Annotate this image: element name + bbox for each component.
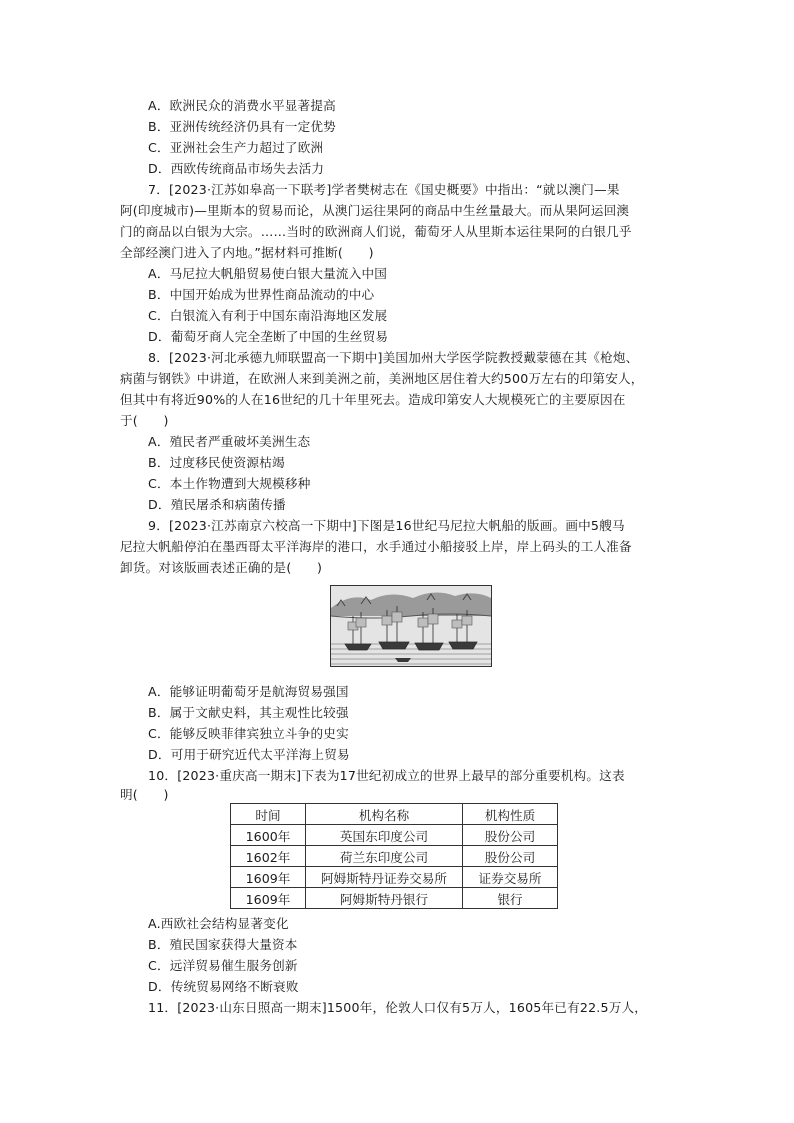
galleon-engraving-image <box>330 585 492 667</box>
table-cell: 英国东印度公司 <box>306 825 463 846</box>
table-header-cell: 机构名称 <box>306 804 463 825</box>
q9-option-a: A．能够证明葡萄牙是航海贸易强国 <box>148 684 349 699</box>
q10-option-b: B．殖民国家获得大量资本 <box>148 937 298 952</box>
q6-option-b: B．亚洲传统经济仍具有一定优势 <box>148 119 336 134</box>
table-cell: 股份公司 <box>463 846 558 867</box>
table-row <box>231 867 558 888</box>
table-cell: 证券交易所 <box>463 867 558 888</box>
q8-stem-line-4: 于( ) <box>120 413 169 428</box>
q8-option-b: B．过度移民使资源枯竭 <box>148 455 285 470</box>
q9-option-c: C．能够反映菲律宾独立斗争的史实 <box>148 726 349 741</box>
q10-stem-line-2: 明( ) <box>120 787 169 802</box>
q7-option-d: D．葡萄牙商人完全垄断了中国的生丝贸易 <box>148 329 389 344</box>
table-header-row <box>231 804 558 825</box>
q6-option-d: D．西欧传统商品市场失去活力 <box>148 161 325 176</box>
q9-option-b: B．属于文献史料，其主观性比较强 <box>148 705 349 720</box>
table-cell: 1609年 <box>231 867 306 888</box>
table-header-cell: 时间 <box>231 804 306 825</box>
q7-stem-line-1: 7．[2023·江苏如皋高一下联考]学者樊树志在《国史概要》中指出：“就以澳门—果 <box>148 182 620 197</box>
q7-option-a: A．马尼拉大帆船贸易使白银大量流入中国 <box>148 266 388 281</box>
table-cell: 股份公司 <box>463 825 558 846</box>
institutions-table <box>230 803 558 909</box>
q7-stem-line-4: 全部经澳门进入了内地。”据材料可推断( ) <box>120 245 374 260</box>
q7-stem-line-3: 门的商品以白银为大宗。……当时的欧洲商人们说，葡萄牙人从里斯本运往果阿的白银几乎 <box>120 224 632 239</box>
table-row <box>231 846 558 867</box>
q11-stem-line-1: 11．[2023·山东日照高一期末]1500年，伦敦人口仅有5万人，1605年已有22.5万人， <box>148 1000 648 1015</box>
q8-option-c: C．本土作物遭到大规模移种 <box>148 476 311 491</box>
table-row <box>231 825 558 846</box>
table-cell: 阿姆斯特丹证券交易所 <box>306 867 463 888</box>
q10-option-a: A.西欧社会结构显著变化 <box>148 916 289 931</box>
q7-stem-line-2: 阿(印度城市)—里斯本的贸易而论，从澳门运往果阿的商品中生丝量最大。而从果阿运回澳 <box>120 203 630 218</box>
table-row <box>231 888 558 909</box>
q8-option-d: D．殖民屠杀和病菌传播 <box>148 497 286 512</box>
q9-option-d: D．可用于研究近代太平洋海上贸易 <box>148 747 350 762</box>
galleon-engraving-illustration <box>331 586 491 666</box>
table-cell: 1609年 <box>231 888 306 909</box>
q10-stem-line-1: 10．[2023·重庆高一期末]下表为17世纪初成立的世界上最早的部分重要机构。这表 <box>148 768 625 783</box>
table-cell: 银行 <box>463 888 558 909</box>
q8-stem-line-1: 8．[2023·河北承德九师联盟高一下期中]美国加州大学医学院教授戴蒙德在其《枪炮、 <box>148 350 639 365</box>
q8-stem-line-3: 但其中有将近90%的人在16世纪的几十年里死去。造成印第安人大规模死亡的主要原因在 <box>120 392 626 407</box>
q8-option-a: A．殖民者严重破坏美洲生态 <box>148 434 311 449</box>
table-cell: 1602年 <box>231 846 306 867</box>
q7-option-b: B．中国开始成为世界性商品流动的中心 <box>148 287 375 302</box>
q10-option-d: D．传统贸易网络不断衰败 <box>148 979 299 994</box>
q10-option-c: C．远洋贸易催生服务创新 <box>148 958 298 973</box>
table-cell: 荷兰东印度公司 <box>306 846 463 867</box>
q9-stem-line-3: 卸货。对该版画表述正确的是( ) <box>120 560 323 575</box>
table-cell: 阿姆斯特丹银行 <box>306 888 463 909</box>
q8-stem-line-2: 病菌与钢铁》中讲道，在欧洲人来到美洲之前，美洲地区居住着大约500万左右的印第安人， <box>120 371 644 386</box>
q6-option-c: C．亚洲社会生产力超过了欧洲 <box>148 140 324 155</box>
q7-option-c: C．白银流入有利于中国东南沿海地区发展 <box>148 308 388 323</box>
table-header-cell: 机构性质 <box>463 804 558 825</box>
q9-stem-line-2: 尼拉大帆船停泊在墨西哥太平洋海岸的港口，水手通过小船接驳上岸，岸上码头的工人准备 <box>120 539 632 554</box>
q9-stem-line-1: 9．[2023·江苏南京六校高一下期中]下图是16世纪马尼拉大帆船的版画。画中5艘马 <box>148 518 625 533</box>
q6-option-a: A．欧洲民众的消费水平显著提高 <box>148 98 336 113</box>
table-cell: 1600年 <box>231 825 306 846</box>
